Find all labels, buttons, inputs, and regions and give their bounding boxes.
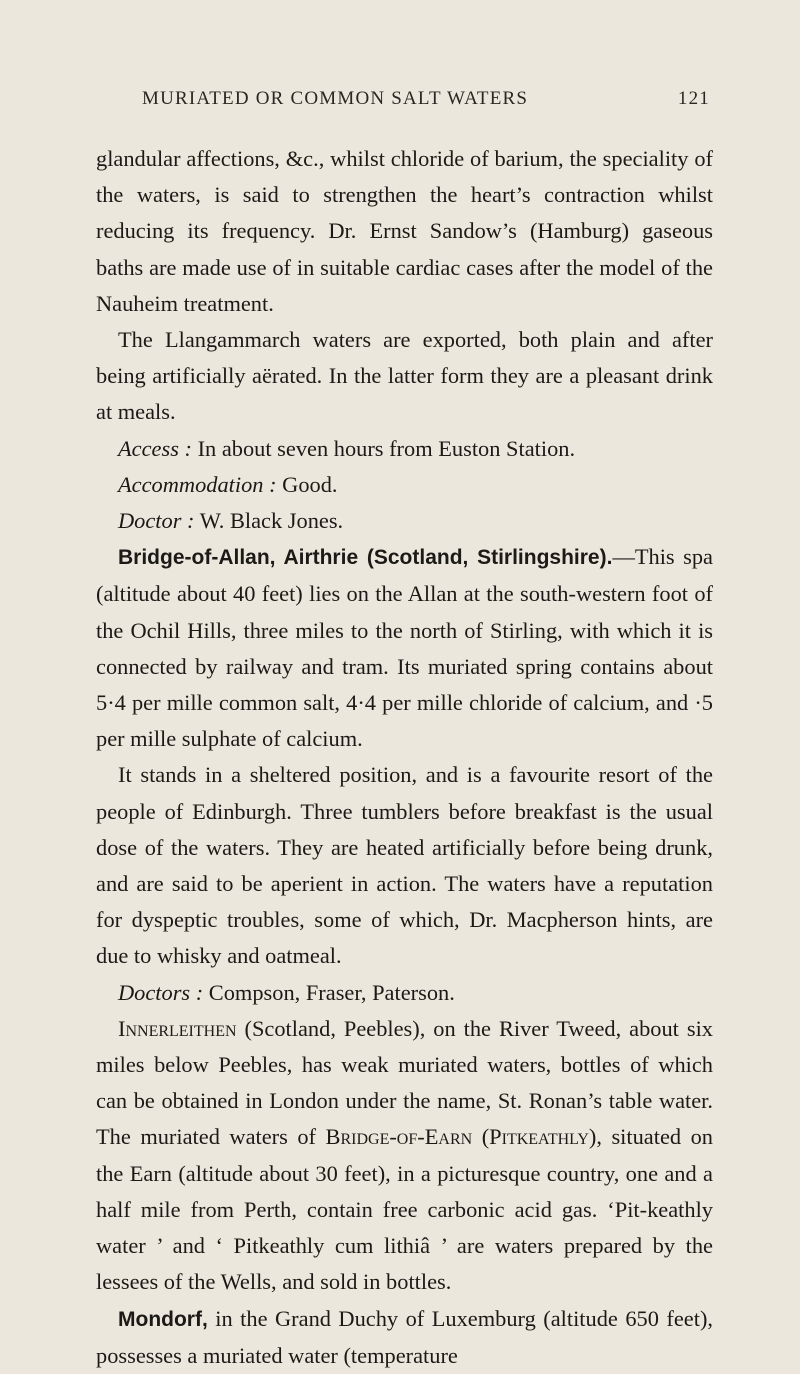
paragraph-edinburgh: [96, 757, 713, 974]
access-text: In about seven hours from Euston Station.: [191, 435, 576, 461]
paragraph-bridge-of-allan: [96, 539, 713, 757]
bridge-of-allan-heading: Bridge-of-Allan, Airthrie (Scotland, Stirlingshire).: [118, 546, 613, 570]
paragraph-doctor: [96, 503, 713, 539]
running-title: MURIATED OR COMMON SALT WATERS: [142, 88, 529, 109]
body-text: [96, 141, 713, 1374]
earn-text: , situated on the Earn (altitude about 30 feet), in a picturesque country, one and a half mile from Perth, contain free carbonic acid gas. ‘Pit-keathly water ’ and ‘ Pitkeathly cum lithiâ ’ are waters prepared by the lessees of the Wells, and sold in bottles.: [96, 1124, 713, 1295]
paragraph-access: [96, 431, 713, 467]
accommodation-label: Accommodation :: [118, 471, 277, 497]
bridge-of-allan-text: —This spa (altitude about 40 feet) lies on the Allan at the south-western foot of the Ochil Hills, three miles to the north of Stirling, with which it is connected by railway and tram. Its muriated spring contains about 5·4 per mille common salt, 4·4 per mille chloride of calcium, and ·5 per mille sulphate of calcium.: [96, 544, 713, 752]
bridge-of-earn-name: Bridge-of-Earn: [325, 1124, 473, 1150]
pitkeathly-name: (Pitkeathly): [481, 1124, 597, 1150]
paragraph-doctors: [96, 975, 713, 1011]
doctors-label: Doctors :: [118, 979, 204, 1005]
innerleithen-text: (Scotland, Peebles), on the River Tweed, about six miles below Peebles, has weak muriated waters, bottles of which can be obtained in London under the name, St. Ronan’s table water. The muriated waters of: [96, 1015, 713, 1150]
paragraph-text: glandular affections, &c., whilst chloride of barium, the speciality of the waters, is said to strengthen the heart’s contraction whilst reducing its frequency. Dr. Ernst Sandow’s (Hamburg) gaseous baths are made use of in suitable cardiac cases after the model of the Nauheim treatment.: [96, 146, 713, 316]
paragraph-mondorf: [96, 1301, 713, 1374]
accommodation-text: Good.: [276, 471, 338, 497]
page-number: 121: [677, 88, 710, 109]
paragraph-text: The Llangammarch waters are exported, both plain and after being artificially aërated. In the latter form they are a pleasant drink at meals.: [96, 327, 713, 425]
paragraph-barium: [96, 141, 713, 322]
mondorf-text: in the Grand Duchy of Luxemburg (altitude 650 feet), possesses a muriated water (temperature: [96, 1305, 713, 1368]
paragraph-accommodation: [96, 467, 713, 503]
doctor-text: W. Black Jones.: [194, 508, 344, 534]
paragraph-llangammarch: [96, 322, 713, 431]
access-label: Access :: [118, 435, 192, 461]
mondorf-heading: Mondorf,: [118, 1307, 208, 1331]
paragraph-innerleithen: [96, 1011, 713, 1301]
doctor-label: Doctor :: [118, 508, 195, 534]
doctors-text: Compson, Fraser, Paterson.: [203, 979, 455, 1005]
running-head: [142, 88, 710, 114]
innerleithen-heading: Innerleithen: [118, 1015, 237, 1041]
paragraph-text: It stands in a sheltered position, and is a favourite resort of the people of Edinburgh. Three tumblers before breakfast is the usual dose of the waters. They are heated artificially before being drunk, and are said to be aperient in action. The waters have a reputation for dyspeptic troubles, some of which, Dr. Macpherson hints, are due to whisky and oatmeal.: [96, 762, 713, 969]
